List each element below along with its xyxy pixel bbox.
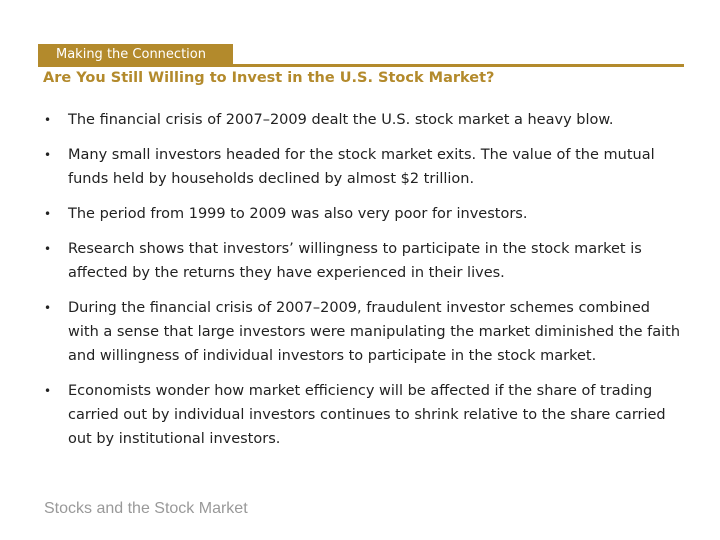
bullet-text: Research shows that investors’ willingness to participate in the stock market is affected by the returns they have experienced in their lives. <box>68 241 642 281</box>
bullet-list <box>44 108 684 462</box>
bullet-marker: • <box>44 384 52 398</box>
bullet-marker: • <box>44 113 52 127</box>
bullet-item <box>44 202 684 226</box>
bullet-marker: • <box>44 242 52 256</box>
bullet-item <box>44 108 684 132</box>
bullet-item <box>44 379 684 451</box>
bullet-marker: • <box>44 207 52 221</box>
bullet-text: Economists wonder how market efficiency will be affected if the share of trading carried out by individual investors continues to shrink relative to the share carried out by institutional investors. <box>68 383 666 447</box>
bullet-text: The financial crisis of 2007–2009 dealt the U.S. stock market a heavy blow. <box>68 112 614 128</box>
footer-text: Stocks and the Stock Market <box>44 500 248 517</box>
bullet-item <box>44 296 684 368</box>
bullet-marker: • <box>44 148 52 162</box>
bullet-item <box>44 143 684 191</box>
section-tab: Making the Connection <box>38 44 233 65</box>
slide-title: Are You Still Willing to Invest in the U.S. Stock Market? <box>43 70 495 86</box>
bullet-item <box>44 237 684 285</box>
bullet-text: The period from 1999 to 2009 was also very poor for investors. <box>68 206 528 222</box>
bullet-marker: • <box>44 301 52 315</box>
header-rule <box>38 64 684 67</box>
bullet-text: During the financial crisis of 2007–2009, fraudulent investor schemes combined with a sense that large investors were manipulating the market diminished the faith and willingness of individual investors to participate in the stock market. <box>68 300 681 364</box>
bullet-text: Many small investors headed for the stock market exits. The value of the mutual funds held by households declined by almost $2 trillion. <box>68 147 655 187</box>
